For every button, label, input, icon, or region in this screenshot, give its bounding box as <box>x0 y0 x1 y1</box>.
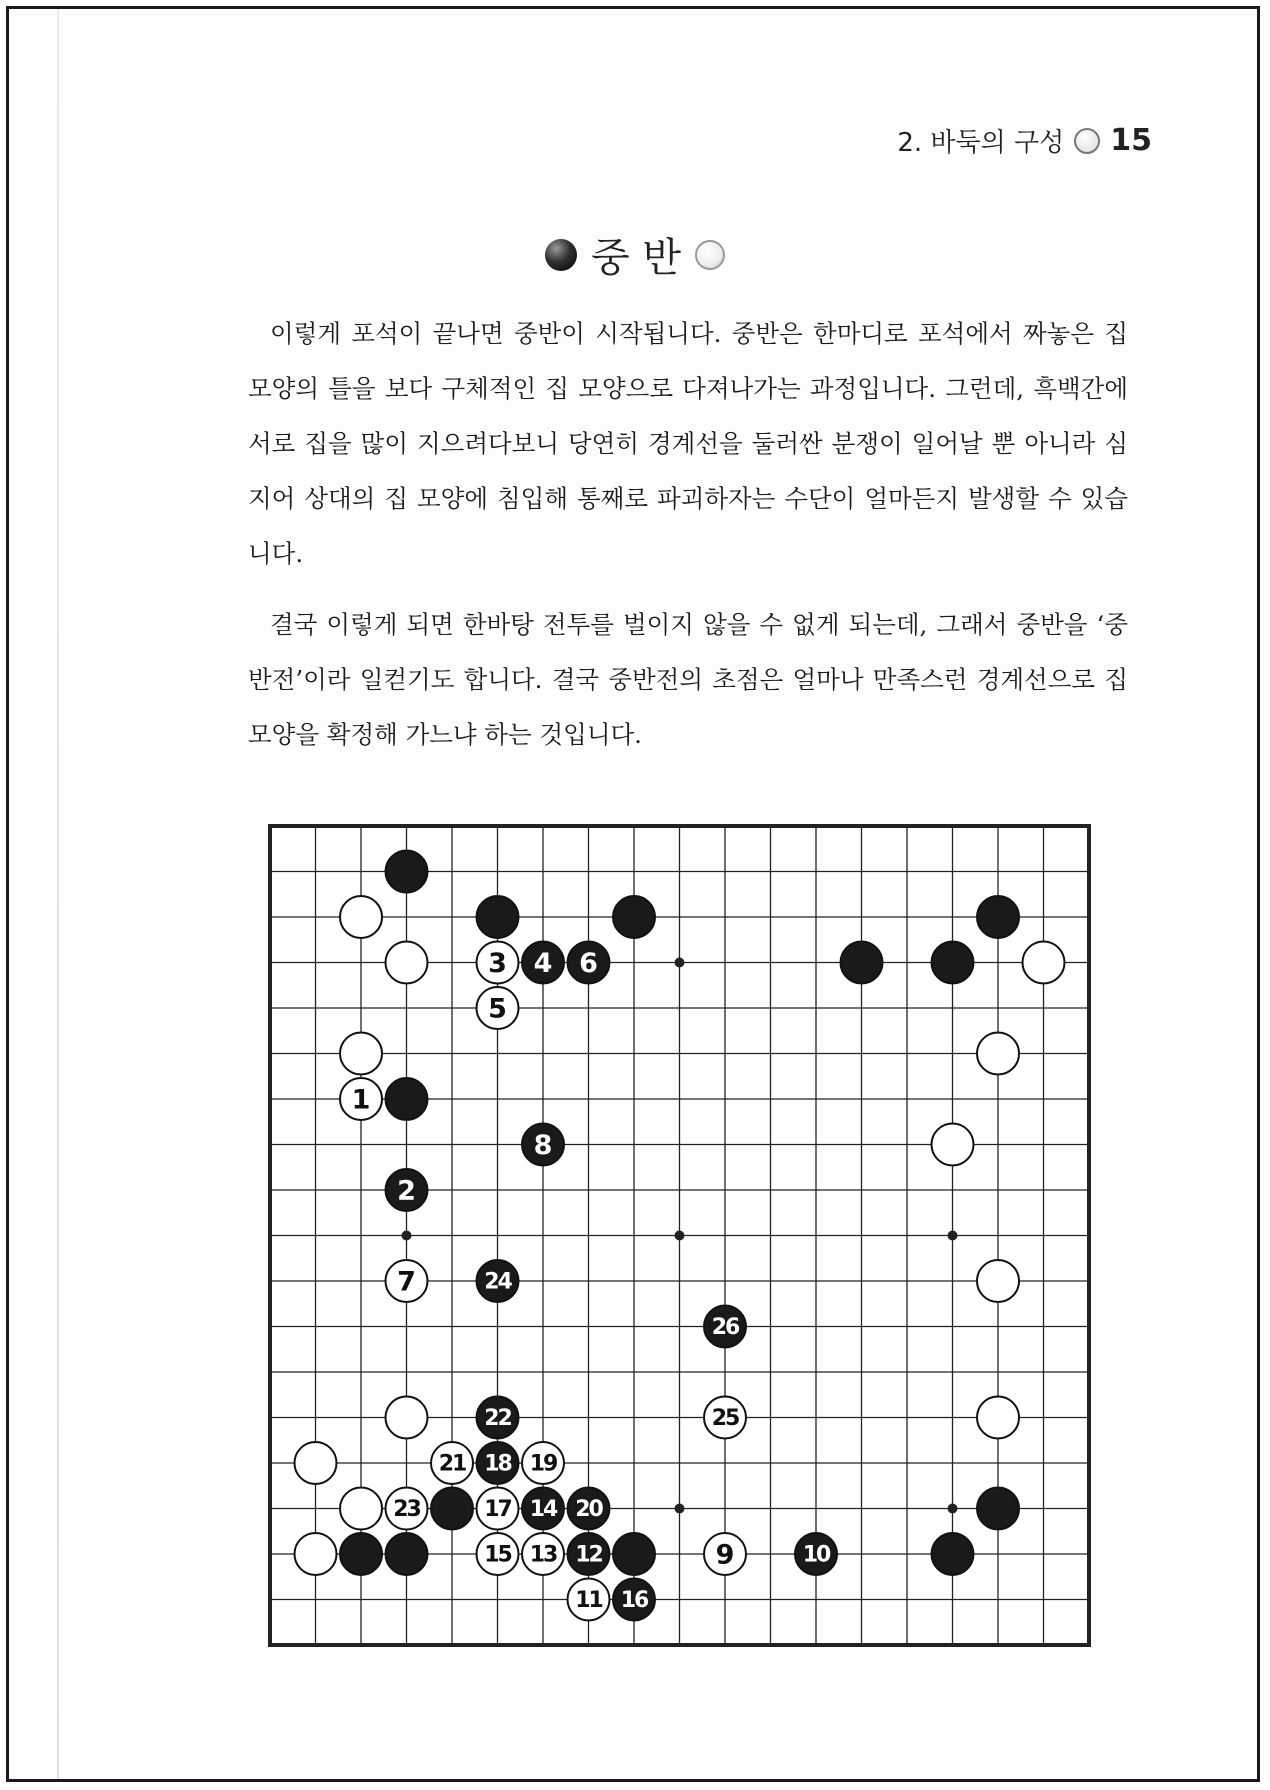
move-number: 5 <box>488 993 507 1025</box>
move-number: 11 <box>575 1588 602 1613</box>
black-stone <box>977 1488 1019 1530</box>
move-number: 14 <box>529 1497 557 1522</box>
black-stone <box>932 1533 974 1575</box>
black-stone <box>386 851 428 893</box>
white-stone <box>522 1442 564 1484</box>
white-stone-disc <box>977 1397 1019 1439</box>
black-stone <box>568 1533 610 1575</box>
white-stone <box>340 1033 382 1075</box>
move-number: 8 <box>533 1130 553 1161</box>
white-stone-icon <box>1074 128 1100 154</box>
black-stone <box>568 942 610 984</box>
move-number: 12 <box>575 1542 602 1568</box>
chapter-title: 2. 바둑의 구성 <box>897 128 1065 158</box>
paragraph-1: 이렇게 포석이 끝나면 중반이 시작됩니다. 중반은 한마디로 포석에서 짜놓은 집 모양의 틀을 보다 구체적인 집 모양으로 다져나가는 과정입니다. 그런데, 흑백간에 서로 집을 많이 지으려다보니 당연히 경계선을 둘러싼 분쟁이 일어날 뿐 아니라 심지어 상대의 집 모양에 침입해 통째로 파괴하자는 수단이 얼마든지 발생할 수 있습니다. <box>248 319 1128 568</box>
black-stone <box>431 1488 473 1530</box>
page-number: 15 <box>1110 123 1152 158</box>
white-stone <box>295 1533 337 1575</box>
white-stone <box>568 1579 610 1621</box>
black-stone-icon <box>545 239 577 271</box>
white-stone <box>522 1533 564 1575</box>
white-stone-disc <box>977 1260 1019 1302</box>
black-stone-disc <box>977 896 1019 938</box>
go-board <box>262 818 1098 1648</box>
move-number: 10 <box>802 1542 830 1568</box>
black-stone-disc <box>477 896 519 938</box>
black-stone-disc <box>977 1488 1019 1530</box>
white-stone <box>477 1533 519 1575</box>
star-point <box>675 958 685 968</box>
white-stone <box>431 1442 473 1484</box>
move-number: 2 <box>397 1175 416 1207</box>
white-stone-disc <box>340 1033 382 1075</box>
paragraph-2: 결국 이렇게 되면 한바탕 전투를 벌이지 않을 수 없게 되는데, 그래서 중반을 ‘중반전’이라 일컫기도 합니다. 결국 중반전의 초점은 얼마나 만족스런 경계선으로 집 모양을 확정해 가느냐 하는 것입니다. <box>248 610 1128 749</box>
move-number: 20 <box>575 1497 602 1522</box>
black-stone-disc <box>386 1533 428 1575</box>
black-stone <box>340 1533 382 1575</box>
black-stone <box>568 1488 610 1530</box>
white-stone <box>386 1260 428 1302</box>
move-number: 23 <box>393 1497 420 1522</box>
move-number: 15 <box>484 1542 511 1568</box>
white-stone <box>704 1533 746 1575</box>
move-number: 25 <box>711 1406 739 1431</box>
move-number: 16 <box>620 1588 648 1613</box>
white-stone-disc <box>386 942 428 984</box>
star-point <box>402 1231 412 1241</box>
move-number: 13 <box>529 1542 557 1568</box>
body-text <box>248 306 1128 778</box>
white-stone-disc <box>340 896 382 938</box>
move-number: 19 <box>529 1451 557 1477</box>
black-stone <box>522 1488 564 1530</box>
move-number: 3 <box>488 948 507 979</box>
move-number: 1 <box>351 1084 371 1116</box>
black-stone <box>386 1078 428 1120</box>
star-point <box>675 1504 685 1514</box>
black-stone <box>977 896 1019 938</box>
black-stone <box>522 1124 564 1166</box>
move-number: 7 <box>397 1266 416 1298</box>
black-stone-disc <box>613 1533 655 1575</box>
black-stone-disc <box>841 942 883 984</box>
star-point <box>948 1504 958 1514</box>
go-diagram <box>262 818 1098 1648</box>
black-stone <box>386 1533 428 1575</box>
white-stone-disc <box>977 1033 1019 1075</box>
move-number: 9 <box>715 1539 735 1571</box>
move-number: 17 <box>484 1497 511 1522</box>
black-stone <box>477 896 519 938</box>
black-stone <box>522 942 564 984</box>
white-stone-disc <box>932 1124 974 1166</box>
white-stone <box>477 942 519 984</box>
white-stone-icon <box>695 240 725 270</box>
white-stone <box>386 1488 428 1530</box>
running-header <box>897 122 1152 159</box>
black-stone <box>841 942 883 984</box>
section-title: 중 반 <box>591 235 681 281</box>
white-stone <box>977 1260 1019 1302</box>
move-number: 21 <box>438 1451 466 1477</box>
white-stone <box>340 896 382 938</box>
white-stone-disc <box>1023 942 1065 984</box>
white-stone-disc <box>295 1533 337 1575</box>
black-stone <box>704 1306 746 1348</box>
black-stone <box>613 896 655 938</box>
white-stone <box>704 1397 746 1439</box>
black-stone <box>386 1169 428 1211</box>
black-stone-disc <box>340 1533 382 1575</box>
move-number: 24 <box>484 1269 511 1295</box>
move-number: 18 <box>484 1451 511 1477</box>
black-stone-disc <box>613 896 655 938</box>
black-stone-disc <box>932 1533 974 1575</box>
section-heading <box>0 226 1270 283</box>
black-stone <box>932 942 974 984</box>
move-number: 6 <box>579 948 598 979</box>
white-stone <box>932 1124 974 1166</box>
white-stone <box>977 1033 1019 1075</box>
move-number: 26 <box>711 1315 739 1340</box>
white-stone <box>1023 942 1065 984</box>
white-stone <box>477 987 519 1029</box>
star-point <box>948 1231 958 1241</box>
white-stone <box>340 1488 382 1530</box>
white-stone-disc <box>386 1397 428 1439</box>
white-stone <box>386 1397 428 1439</box>
black-stone <box>613 1533 655 1575</box>
move-number: 4 <box>533 948 553 979</box>
black-stone <box>613 1579 655 1621</box>
star-point <box>675 1231 685 1241</box>
black-stone <box>477 1260 519 1302</box>
white-stone-disc <box>295 1442 337 1484</box>
black-stone <box>477 1442 519 1484</box>
black-stone-disc <box>932 942 974 984</box>
white-stone-disc <box>340 1488 382 1530</box>
white-stone <box>340 1078 382 1120</box>
white-stone <box>477 1488 519 1530</box>
white-stone <box>295 1442 337 1484</box>
white-stone <box>977 1397 1019 1439</box>
move-number: 22 <box>484 1406 511 1431</box>
black-stone-disc <box>386 1078 428 1120</box>
black-stone-disc <box>386 851 428 893</box>
black-stone <box>477 1397 519 1439</box>
white-stone <box>386 942 428 984</box>
black-stone-disc <box>431 1488 473 1530</box>
black-stone <box>795 1533 837 1575</box>
